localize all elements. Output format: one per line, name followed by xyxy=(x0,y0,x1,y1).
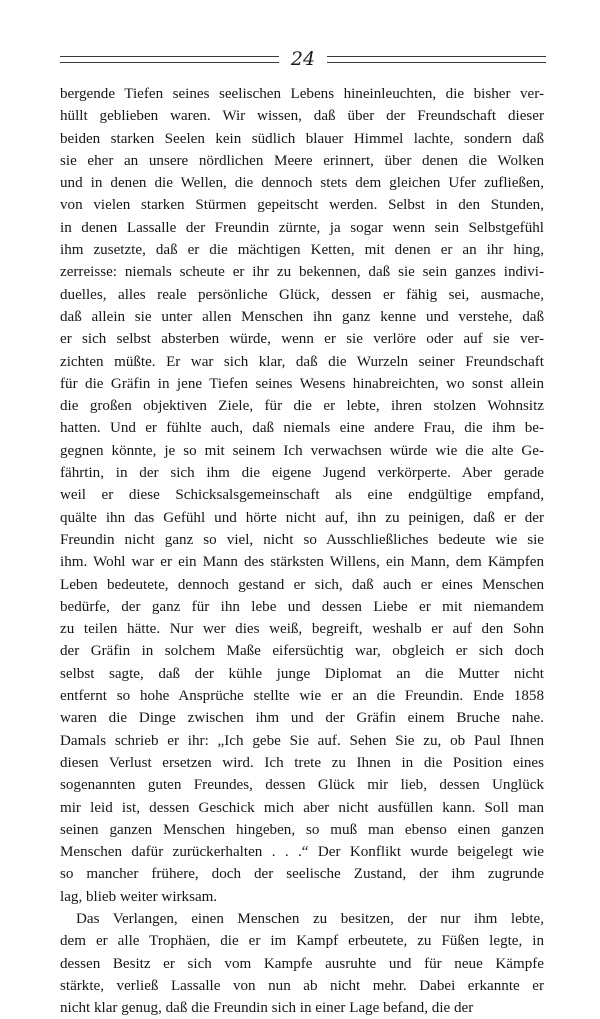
text-line: quälte ihn das Gefühl und hörte nicht auf, ihn zu peinigen, daß er der xyxy=(60,509,544,526)
header-rule-left xyxy=(60,56,279,63)
paragraph xyxy=(60,908,544,1019)
page-header xyxy=(60,44,546,74)
text-line: gegnen könnte, je so mit seinem Ich verwachsen würde wie die alte Ge- xyxy=(60,442,544,459)
text-line: für die Gräfin in jene Tiefen seines Wesens hinabreichten, wo sonst allein xyxy=(60,375,544,392)
text-line: zu teilen hätte. Nur wer dies weiß, begreift, weshalb er auf den Sohn xyxy=(60,621,544,638)
text-line: der Gräfin in solchem Maße eifersüchtig war, obgleich er sich doch xyxy=(60,643,544,660)
text-line: sie eher an unsere nördlichen Meere erinnert, über denen die Wolken xyxy=(60,152,544,169)
text-line: ihm zusetzte, daß er die mächtigen Ketten, mit denen er an ihr hing, xyxy=(60,242,544,259)
text-line: in denen Lassalle der Freundin zürnte, ja sogar wenn sein Selbstgefühl xyxy=(60,219,544,236)
text-line: bergende Tiefen seines seelischen Lebens hineinleuchten, die bisher ver- xyxy=(60,86,544,102)
text-line: seinen ganzen Menschen hingeben, so muß man ebenso einen ganzen xyxy=(60,821,544,838)
text-line: beiden starken Seelen kein südlich blauer Himmel lachte, sondern daß xyxy=(60,130,544,147)
header-rule-right xyxy=(327,56,546,63)
text-line: ihm. Wohl war er ein Mann des stärksten Willens, ein Mann, dem Kämpfen xyxy=(60,554,544,571)
text-line: mir leid ist, dessen Geschick mich aber nicht ausfüllen kann. Soll man xyxy=(60,799,544,816)
text-line: Menschen dafür zurückerhalten . . .“ Der Konflikt wurde beigelegt wie xyxy=(60,844,544,861)
text-line: hatten. Und er fühlte auch, daß niemals eine andere Frau, die ihm be- xyxy=(60,420,544,437)
text-line: und in denen die Wellen, die dennoch stets dem gleichen Ufer zufließen, xyxy=(60,175,544,192)
text-line: daß allein sie unter allen Menschen ihn ganz kenne und verstehe, daß xyxy=(60,308,544,325)
text-line: sogenannten guten Freundes, dessen Glück mir lieb, dessen Unglück xyxy=(60,777,544,794)
text-line: so mancher frühere, doch der seelische Zustand, der ihm zugrunde xyxy=(60,866,544,883)
text-line: entfernt so hohe Ansprüche stellte wie er an die Freundin. Ende 1858 xyxy=(60,688,544,705)
text-line: Freundin nicht ganz so viel, nicht so Ausschließliches bedeute wie sie xyxy=(60,531,544,548)
text-line: Leben bedeutete, dennoch gestand er sich, daß auch er eines Menschen xyxy=(60,576,544,593)
text-line: waren die Dinge zwischen ihm und der Gräfin einem Bruche nahe. xyxy=(60,710,544,727)
text-line: zichten müßte. Er war sich klar, daß die Wurzeln seiner Freundschaft xyxy=(60,353,544,370)
text-line: von vielen starken Stürmen gepeitscht werden. Selbst in den Stunden, xyxy=(60,197,544,214)
body-text xyxy=(60,83,544,1019)
text-line: Das Verlangen, einen Menschen zu besitzen, der nur ihm lebte, xyxy=(76,910,544,927)
page-number: 24 xyxy=(290,48,316,70)
text-line: selbst sagte, daß der kühle junge Diplomat an die Mutter nicht xyxy=(60,665,544,682)
text-line: bedürfe, der ganz für ihn lebe und dessen Liebe er mit niemandem xyxy=(60,598,544,615)
text-line: diesen Verlust ersetzen wird. Ich trete zu Ihnen in die Position eines xyxy=(60,754,544,771)
text-line: dem er alle Trophäen, die er im Kampf erbeutete, zu Füßen legte, in xyxy=(60,933,544,950)
text-line: die großen objektiven Ziele, für die er lebte, ihren stolzen Wohnsitz xyxy=(60,398,544,415)
paragraph xyxy=(60,83,544,908)
text-line: zerreisse: niemals scheute er ihr zu bekennen, daß sie sein ganzes indivi- xyxy=(60,264,544,281)
text-line: fährtin, in der sich ihm die eigene Jugend verkörperte. Aber gerade xyxy=(60,465,544,482)
text-line: er sich selbst absterben würde, wenn er sie verlöre oder auf sie ver- xyxy=(60,331,544,348)
text-line: dessen Besitz er sich vom Kampfe ausruhte und für neue Kämpfe xyxy=(60,955,544,972)
text-line: stärkte, verließ Lassalle von nun ab nicht mehr. Dabei erkannte er xyxy=(60,977,544,994)
text-line: duelles, alles reale persönliche Glück, dessen er fähig sei, ausmache, xyxy=(60,286,544,303)
text-line: hüllt geblieben waren. Wir wissen, daß über der Freundschaft dieser xyxy=(60,108,544,125)
text-line: nicht klar genug, daß die Freundin sich in einer Lage befand, die der xyxy=(60,1000,474,1017)
text-line: weil er diese Schicksalsgemeinschaft als eine endgültige empfand, xyxy=(60,487,544,504)
text-line: Damals schrieb er ihr: „Ich gebe Sie auf. Sehen Sie zu, ob Paul Ihnen xyxy=(60,732,544,749)
text-line: lag, blieb weiter wirksam. xyxy=(60,888,218,905)
